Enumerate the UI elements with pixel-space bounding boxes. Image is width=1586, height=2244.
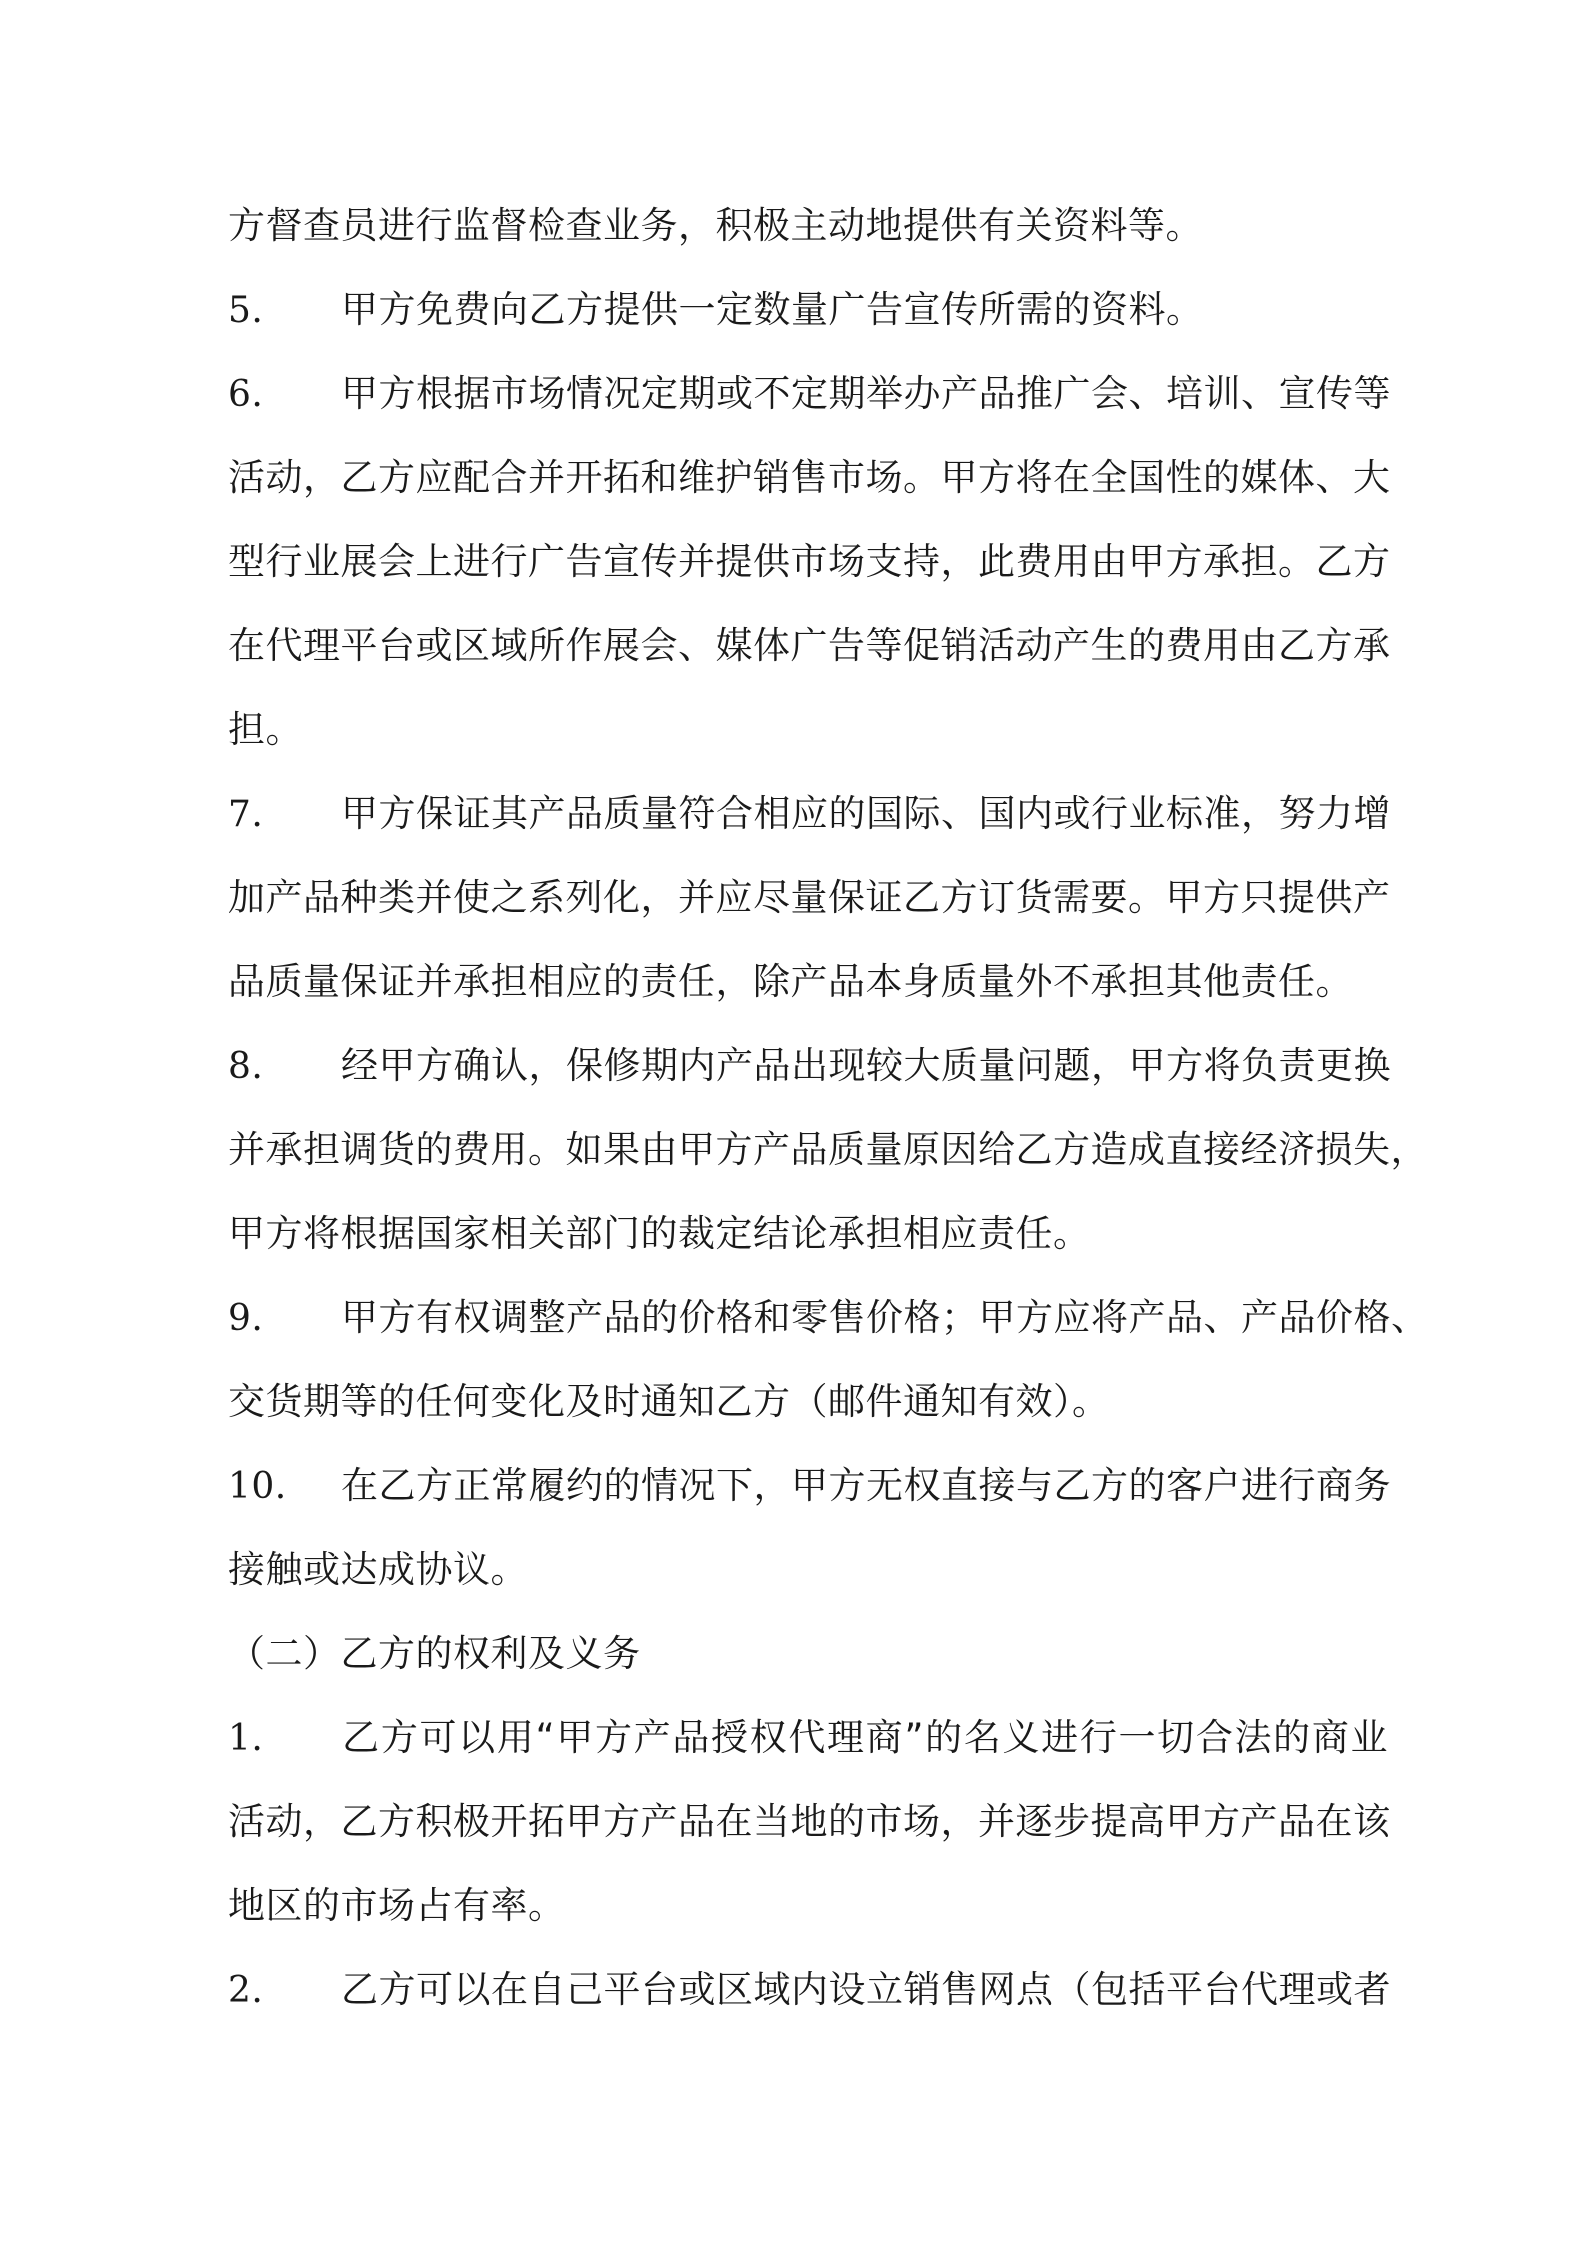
text-line: 交货期等的任何变化及时通知乙方（邮件通知有效）。 — [228, 1380, 1110, 1423]
numbered-item-8: 8. 经甲方确认，保修期内产品出现较大质量问题，甲方将负责更换 — [228, 1042, 1388, 1091]
numbered-item-5: 5. 甲方免费向乙方提供一定数量广告宣传所需的资料。 — [228, 286, 1388, 335]
text-line: 活动，乙方积极开拓甲方产品在当地的市场，并逐步提高甲方产品在该 — [228, 1800, 1391, 1843]
item-number: 9. — [228, 1298, 264, 1339]
numbered-item-1: 1. 乙方可以用“甲方产品授权代理商”的名义进行一切合法的商业 — [228, 1714, 1388, 1763]
item-number: 1. — [228, 1718, 264, 1759]
text-line: 方督查员进行监督检查业务，积极主动地提供有关资料等。 — [228, 204, 1203, 247]
item-number: 8. — [228, 1046, 264, 1087]
text-line: 加产品种类并使之系列化，并应尽量保证乙方订货需要。甲方只提供产 — [228, 876, 1391, 919]
text-line: 接触或达成协议。 — [228, 1548, 528, 1591]
numbered-item-10: 10. 在乙方正常履约的情况下，甲方无权直接与乙方的客户进行商务 — [228, 1462, 1388, 1511]
text-line: 在代理平台或区域所作展会、媒体广告等促销活动产生的费用由乙方承 — [228, 624, 1391, 667]
numbered-item-7: 7. 甲方保证其产品质量符合相应的国际、国内或行业标准，努力增 — [228, 790, 1388, 839]
text-line: 品质量保证并承担相应的责任，除产品本身质量外不承担其他责任。 — [228, 960, 1353, 1003]
numbered-item-9: 9. 甲方有权调整产品的价格和零售价格；甲方应将产品、产品价格、 — [228, 1294, 1388, 1343]
item-number: 5. — [228, 290, 264, 331]
item-number: 6. — [228, 374, 264, 415]
text-line: 活动，乙方应配合并开拓和维护销售市场。甲方将在全国性的媒体、大 — [228, 456, 1391, 499]
numbered-item-6: 6. 甲方根据市场情况定期或不定期举办产品推广会、培训、宣传等 — [228, 370, 1388, 419]
text-line: 地区的市场占有率。 — [228, 1884, 566, 1927]
text-line: 担。 — [228, 708, 303, 751]
item-number: 2. — [228, 1970, 264, 2011]
section-heading: （二）乙方的权利及义务 — [228, 1632, 641, 1675]
text-line: 并承担调货的费用。如果由甲方产品质量原因给乙方造成直接经济损失， — [228, 1128, 1428, 1171]
numbered-item-2: 2. 乙方可以在自己平台或区域内设立销售网点（包括平台代理或者 — [228, 1966, 1388, 2015]
item-number: 7. — [228, 794, 264, 835]
item-number: 10. — [228, 1466, 287, 1507]
text-line: 甲方将根据国家相关部门的裁定结论承担相应责任。 — [228, 1212, 1091, 1255]
text-line: 型行业展会上进行广告宣传并提供市场支持，此费用由甲方承担。乙方 — [228, 540, 1391, 583]
